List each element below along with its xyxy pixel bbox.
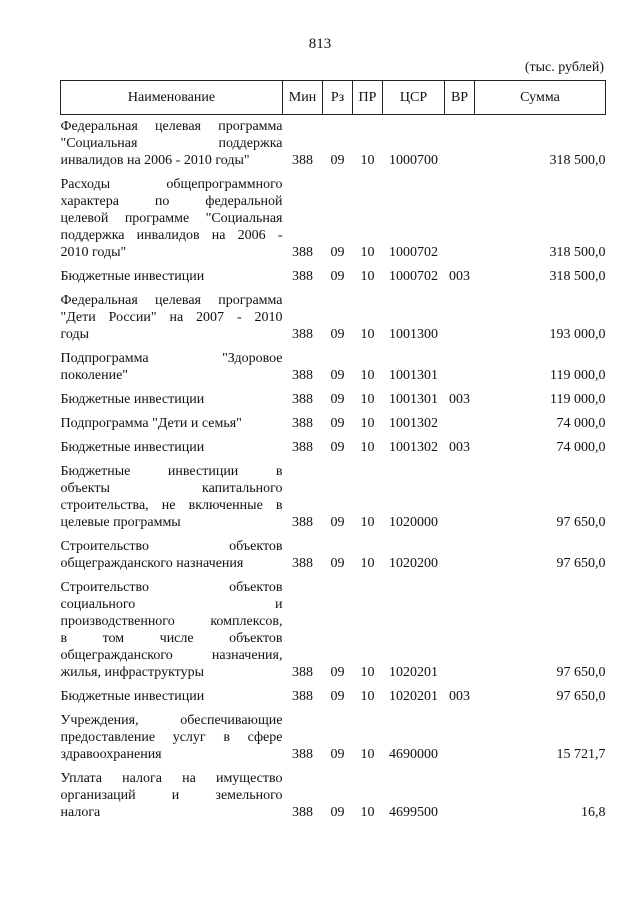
row-name-line: характера по федеральной: [60, 194, 283, 209]
row-name-line: годы: [60, 327, 90, 342]
budget-table: [60, 80, 606, 825]
row-min: 388: [292, 153, 313, 168]
column-header-name: Наименование: [61, 81, 283, 115]
column-header-vr: ВР: [445, 81, 475, 115]
row-csr: 1001301: [389, 392, 438, 407]
row-name: [61, 115, 283, 174]
row-pr: 10: [360, 327, 375, 342]
table-row: [61, 347, 606, 388]
row-min: 388: [292, 805, 313, 820]
row-pr: 10: [360, 689, 375, 704]
row-sum: 318 500,0: [549, 153, 606, 168]
row-name-line: Федеральная целевая программа: [60, 119, 283, 134]
row-name-line: Бюджетные инвестиции: [60, 440, 205, 455]
row-pr: 10: [360, 665, 375, 680]
row-csr: 4699500: [389, 805, 438, 820]
row-name: [61, 388, 283, 412]
table-row: [61, 709, 606, 767]
row-vr: [445, 412, 475, 436]
row-csr: 1000700: [389, 153, 438, 168]
row-pr: 10: [360, 269, 375, 284]
row-name: [61, 685, 283, 709]
row-name-line: здравоохранения: [60, 747, 162, 762]
row-name: [61, 460, 283, 535]
row-name-line: Уплата налога на имущество: [60, 771, 283, 786]
row-name-line: Учреждения, обеспечивающие: [60, 713, 283, 728]
row-min: 388: [292, 515, 313, 530]
row-name-line: Строительство объектов: [60, 580, 283, 595]
row-sum: 97 650,0: [556, 665, 606, 680]
row-vr: 003: [449, 269, 470, 284]
row-name: [61, 576, 283, 685]
table-row: [61, 265, 606, 289]
row-rz: 09: [330, 269, 345, 284]
row-pr: 10: [360, 245, 375, 260]
column-header-min: Мин: [283, 81, 323, 115]
row-name-line: объекты капитального: [60, 481, 283, 496]
row-sum: 97 650,0: [556, 689, 606, 704]
column-header-pr: ПР: [353, 81, 383, 115]
row-name: [61, 436, 283, 460]
table-row: [61, 685, 606, 709]
row-name-line: целевые программы: [60, 515, 181, 530]
row-pr: 10: [360, 153, 375, 168]
row-vr: [445, 347, 475, 388]
column-header-rz: Рз: [323, 81, 353, 115]
row-pr: 10: [360, 515, 375, 530]
row-vr: [445, 576, 475, 685]
row-name: [61, 412, 283, 436]
row-rz: 09: [330, 153, 345, 168]
row-min: 388: [292, 689, 313, 704]
row-sum: 119 000,0: [550, 368, 606, 383]
row-rz: 09: [330, 689, 345, 704]
table-row: [61, 289, 606, 347]
row-pr: 10: [360, 416, 375, 431]
row-name-line: производственного комплексов,: [60, 614, 283, 629]
row-min: 388: [292, 440, 313, 455]
row-name-line: Бюджетные инвестиции: [60, 392, 205, 407]
table-row: [61, 115, 606, 174]
table-row: [61, 412, 606, 436]
row-vr: 003: [449, 440, 470, 455]
row-rz: 09: [330, 245, 345, 260]
row-name-line: общегражданского назначения,: [60, 648, 283, 663]
row-vr: 003: [449, 392, 470, 407]
row-vr: 003: [449, 689, 470, 704]
row-rz: 09: [330, 392, 345, 407]
row-sum: 97 650,0: [556, 515, 606, 530]
row-name-line: социального и: [60, 597, 283, 612]
table-row: [61, 767, 606, 825]
table-row: [61, 436, 606, 460]
row-csr: 1020000: [389, 515, 438, 530]
row-rz: 09: [330, 440, 345, 455]
row-pr: 10: [360, 556, 375, 571]
row-sum: 74 000,0: [556, 440, 606, 455]
row-name-line: "Дети России" на 2007 - 2010: [60, 310, 283, 325]
row-name-line: Бюджетные инвестиции в: [60, 464, 283, 479]
row-min: 388: [292, 327, 313, 342]
row-name-line: строительства, не включенные в: [60, 498, 283, 513]
row-min: 388: [292, 269, 313, 284]
units-label: (тыс. рублей): [524, 60, 604, 75]
row-rz: 09: [330, 805, 345, 820]
row-name-line: Строительство объектов: [60, 539, 283, 554]
page-number: 813: [308, 36, 332, 52]
row-name-line: Федеральная целевая программа: [60, 293, 283, 308]
table-row: [61, 388, 606, 412]
row-name: [61, 767, 283, 825]
row-csr: 1020201: [389, 665, 438, 680]
row-sum: 74 000,0: [556, 416, 606, 431]
row-csr: 1020200: [389, 556, 438, 571]
row-pr: 10: [360, 368, 375, 383]
row-rz: 09: [330, 515, 345, 530]
row-name-line: целевой программе "Социальная: [60, 211, 283, 226]
row-vr: [445, 115, 475, 174]
row-name-line: жилья, инфраструктуры: [60, 665, 205, 680]
row-vr: [445, 767, 475, 825]
table-body: [61, 115, 606, 826]
table-row: [61, 460, 606, 535]
row-min: 388: [292, 392, 313, 407]
row-rz: 09: [330, 665, 345, 680]
row-rz: 09: [330, 747, 345, 762]
row-name: [61, 265, 283, 289]
row-min: 388: [292, 245, 313, 260]
row-name: [61, 535, 283, 576]
row-name-line: поколение": [60, 368, 129, 383]
row-name: [61, 173, 283, 265]
row-sum: 119 000,0: [550, 392, 606, 407]
row-sum: 318 500,0: [549, 269, 606, 284]
row-csr: 1001302: [389, 416, 438, 431]
row-name-line: Подпрограмма "Здоровое: [60, 351, 283, 366]
row-csr: 1001300: [389, 327, 438, 342]
header-row: [61, 81, 606, 115]
row-name: [61, 709, 283, 767]
row-name-line: Бюджетные инвестиции: [60, 269, 205, 284]
row-sum: 97 650,0: [556, 556, 606, 571]
row-name: [61, 347, 283, 388]
row-name-line: предоставление услуг в сфере: [60, 730, 283, 745]
row-min: 388: [292, 556, 313, 571]
row-vr: [445, 709, 475, 767]
row-name-line: Расходы общепрограммного: [60, 177, 283, 192]
row-vr: [445, 289, 475, 347]
row-csr: 1000702: [389, 269, 438, 284]
row-vr: [445, 460, 475, 535]
row-csr: 1020201: [389, 689, 438, 704]
row-pr: 10: [360, 805, 375, 820]
row-min: 388: [292, 747, 313, 762]
row-rz: 09: [330, 416, 345, 431]
row-sum: 318 500,0: [549, 245, 606, 260]
row-csr: 1001301: [389, 368, 438, 383]
column-header-csr: ЦСР: [383, 81, 445, 115]
row-csr: 1000702: [389, 245, 438, 260]
row-rz: 09: [330, 368, 345, 383]
row-name-line: Бюджетные инвестиции: [60, 689, 205, 704]
row-sum: 15 721,7: [556, 747, 606, 762]
row-pr: 10: [360, 392, 375, 407]
row-sum: 16,8: [581, 805, 606, 820]
row-name-line: налога: [60, 805, 101, 820]
row-csr: 4690000: [389, 747, 438, 762]
table-row: [61, 576, 606, 685]
row-name-line: Подпрограмма "Дети и семья": [60, 416, 242, 431]
row-name-line: поддержка инвалидов на 2006 -: [60, 228, 283, 243]
row-min: 388: [292, 368, 313, 383]
row-sum: 193 000,0: [549, 327, 606, 342]
row-name-line: "Социальная поддержка: [60, 136, 283, 151]
row-pr: 10: [360, 747, 375, 762]
row-min: 388: [292, 416, 313, 431]
row-name-line: организаций и земельного: [60, 788, 283, 803]
row-pr: 10: [360, 440, 375, 455]
row-name-line: 2010 годы": [60, 245, 127, 260]
row-rz: 09: [330, 327, 345, 342]
row-vr: [445, 535, 475, 576]
row-rz: 09: [330, 556, 345, 571]
row-name-line: инвалидов на 2006 - 2010 годы": [60, 153, 250, 168]
column-header-sum: Сумма: [475, 81, 606, 115]
row-csr: 1001302: [389, 440, 438, 455]
table-row: [61, 535, 606, 576]
table-row: [61, 173, 606, 265]
row-vr: [445, 173, 475, 265]
row-name-line: в том числе объектов: [60, 631, 283, 646]
row-name: [61, 289, 283, 347]
row-name-line: общегражданского назначения: [60, 556, 244, 571]
row-min: 388: [292, 665, 313, 680]
